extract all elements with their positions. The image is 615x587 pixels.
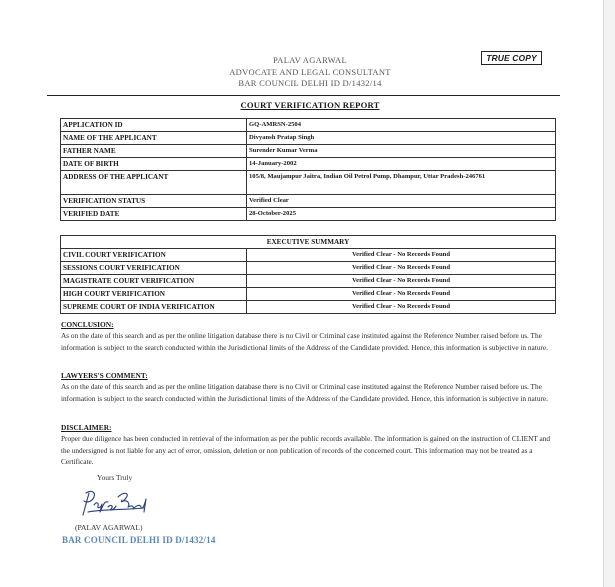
detail-value: 14-January-2002 <box>247 158 556 171</box>
table-row <box>61 301 556 314</box>
detail-label: DATE OF BIRTH <box>61 158 247 171</box>
table-row <box>61 132 556 145</box>
table-row <box>61 158 556 171</box>
advocate-bar-id: BAR COUNCIL DELHI ID D/1432/14 <box>238 78 382 88</box>
table-row <box>61 208 556 221</box>
summary-value: Verified Clear - No Records Found <box>247 249 556 262</box>
detail-value: Divyansh Pratap Singh <box>247 132 556 145</box>
summary-value: Verified Clear - No Records Found <box>247 275 556 288</box>
lawyers-comment-text: As on the date of this search and as per the online litigation database there is no Civil or Criminal case instituted against the Reference Number raised before us. The information is subject to the search conducted within the Jurisdictional limits of the Address of the Candidate provided. Hence, this information is subjective in nature. <box>61 382 548 403</box>
header-divider <box>47 95 560 96</box>
summary-label: SESSIONS COURT VERIFICATION <box>61 262 247 275</box>
handwritten-signature <box>78 485 158 521</box>
detail-label: APPLICATION ID <box>61 119 247 132</box>
detail-label: NAME OF THE APPLICANT <box>61 132 247 145</box>
table-row <box>61 119 556 132</box>
detail-value: GQ-AMRSN-2504 <box>247 119 556 132</box>
detail-label: ADDRESS OF THE APPLICANT <box>61 171 247 195</box>
applicant-details-table <box>60 118 556 221</box>
executive-summary-table <box>60 235 556 314</box>
advocate-name: PALAV AGARWAL <box>273 55 347 65</box>
report-title: COURT VERIFICATION REPORT <box>240 100 380 110</box>
summary-label: MAGISTRATE COURT VERIFICATION <box>61 275 247 288</box>
detail-value: Verified Clear <box>247 195 556 208</box>
table-row <box>61 171 556 195</box>
summary-value: Verified Clear - No Records Found <box>247 288 556 301</box>
table-row <box>61 288 556 301</box>
true-copy-badge: TRUE COPY <box>481 51 542 65</box>
table-row <box>61 145 556 158</box>
table-row <box>61 236 556 249</box>
summary-label: HIGH COURT VERIFICATION <box>61 288 247 301</box>
table-row <box>61 275 556 288</box>
summary-label: SUPREME COURT OF INDIA VERIFICATION <box>61 301 247 314</box>
disclaimer-text: Proper due diligence has been conducted in retrieval of the information as per the public records available. The information is gained on the instruction of CLIENT and the undersigned is not liable for any act of error, omission, deletion or non publication of records of the concerned court. This information may not be treated as a Certificate. <box>61 434 551 466</box>
summary-value: Verified Clear - No Records Found <box>247 301 556 314</box>
table-row <box>61 249 556 262</box>
table-row <box>61 262 556 275</box>
conclusion-heading: CONCLUSION: <box>61 320 114 329</box>
signatory-name: (PALAV AGARWAL) <box>75 523 143 532</box>
summary-heading: EXECUTIVE SUMMARY <box>61 236 556 249</box>
table-row <box>61 195 556 208</box>
summary-value: Verified Clear - No Records Found <box>247 262 556 275</box>
advocate-title: ADVOCATE AND LEGAL CONSULTANT <box>229 67 391 77</box>
lawyers-comment-heading: LAWYERS'S COMMENT: <box>61 371 148 380</box>
summary-label: CIVIL COURT VERIFICATION <box>61 249 247 262</box>
yours-truly: Yours Truly <box>97 473 133 482</box>
conclusion-text: As on the date of this search and as per the online litigation database there is no Civil or Criminal case instituted against the Reference Number raised before us. The information is subject to the search conducted within the Jurisdictional limits of the Address of the Candidate provided. Hence, this information is subjective in nature. <box>61 331 548 352</box>
detail-value: 28-October-2025 <box>247 208 556 221</box>
signatory-bar-id: BAR COUNCIL DELHI ID D/1432/14 <box>62 535 216 545</box>
detail-value: 105/8, Maujampur Jaitra, Indian Oil Petrol Pump, Dhampur, Uttar Pradesh-246761 <box>247 171 556 195</box>
detail-value: Surender Kumar Verma <box>247 145 556 158</box>
detail-label: FATHER NAME <box>61 145 247 158</box>
detail-label: VERIFICATION STATUS <box>61 195 247 208</box>
disclaimer-heading: DISCLAIMER: <box>61 423 112 432</box>
detail-label: VERIFIED DATE <box>61 208 247 221</box>
